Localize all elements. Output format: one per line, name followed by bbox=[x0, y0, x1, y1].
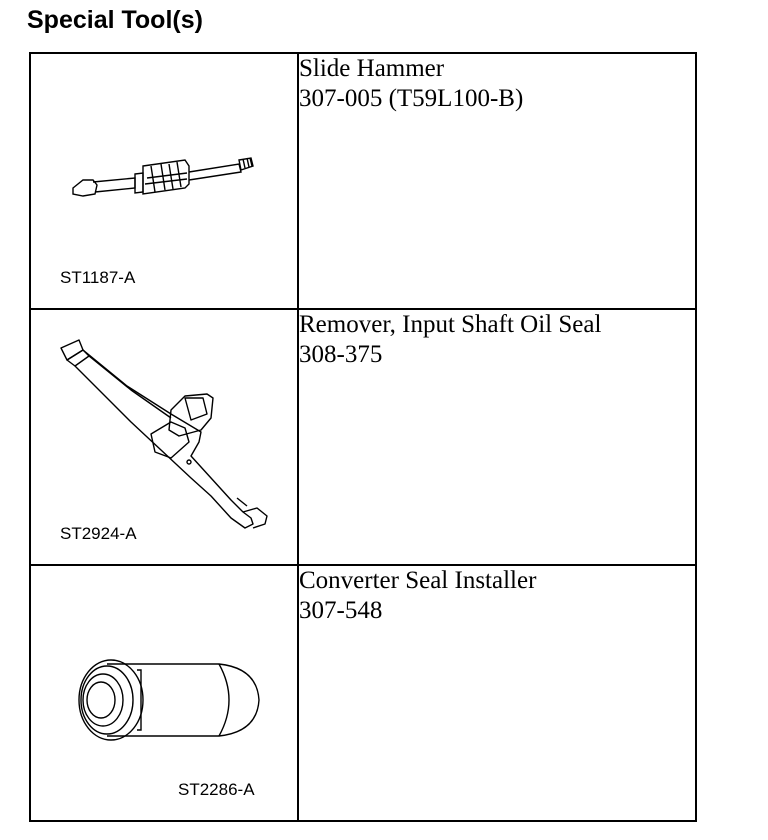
tool-description-cell bbox=[298, 53, 696, 309]
tool-image-cell bbox=[30, 309, 298, 565]
tool-name: Slide Hammer bbox=[299, 55, 445, 82]
figure-reference: ST2924-A bbox=[60, 524, 137, 543]
tool-row bbox=[30, 309, 696, 565]
tool-image-cell bbox=[30, 53, 298, 309]
tool-name: Converter Seal Installer bbox=[299, 567, 537, 594]
tool-number: 307-005 (T59L100-B) bbox=[299, 85, 524, 112]
tool-name: Remover, Input Shaft Oil Seal bbox=[299, 311, 602, 338]
tool-description-cell bbox=[298, 309, 696, 565]
tool-description-cell bbox=[298, 565, 696, 821]
tool-number: 307-548 bbox=[299, 597, 383, 624]
figure-reference: ST2286-A bbox=[178, 780, 255, 799]
figure-reference: ST1187-A bbox=[60, 268, 136, 287]
tool-number: 308-375 bbox=[299, 341, 383, 368]
seal-installer-icon bbox=[31, 566, 297, 820]
special-tools-table bbox=[29, 52, 697, 822]
tool-row bbox=[30, 53, 696, 309]
tool-row bbox=[30, 565, 696, 821]
tool-image-cell bbox=[30, 565, 298, 821]
page-title: Special Tool(s) bbox=[27, 6, 203, 34]
